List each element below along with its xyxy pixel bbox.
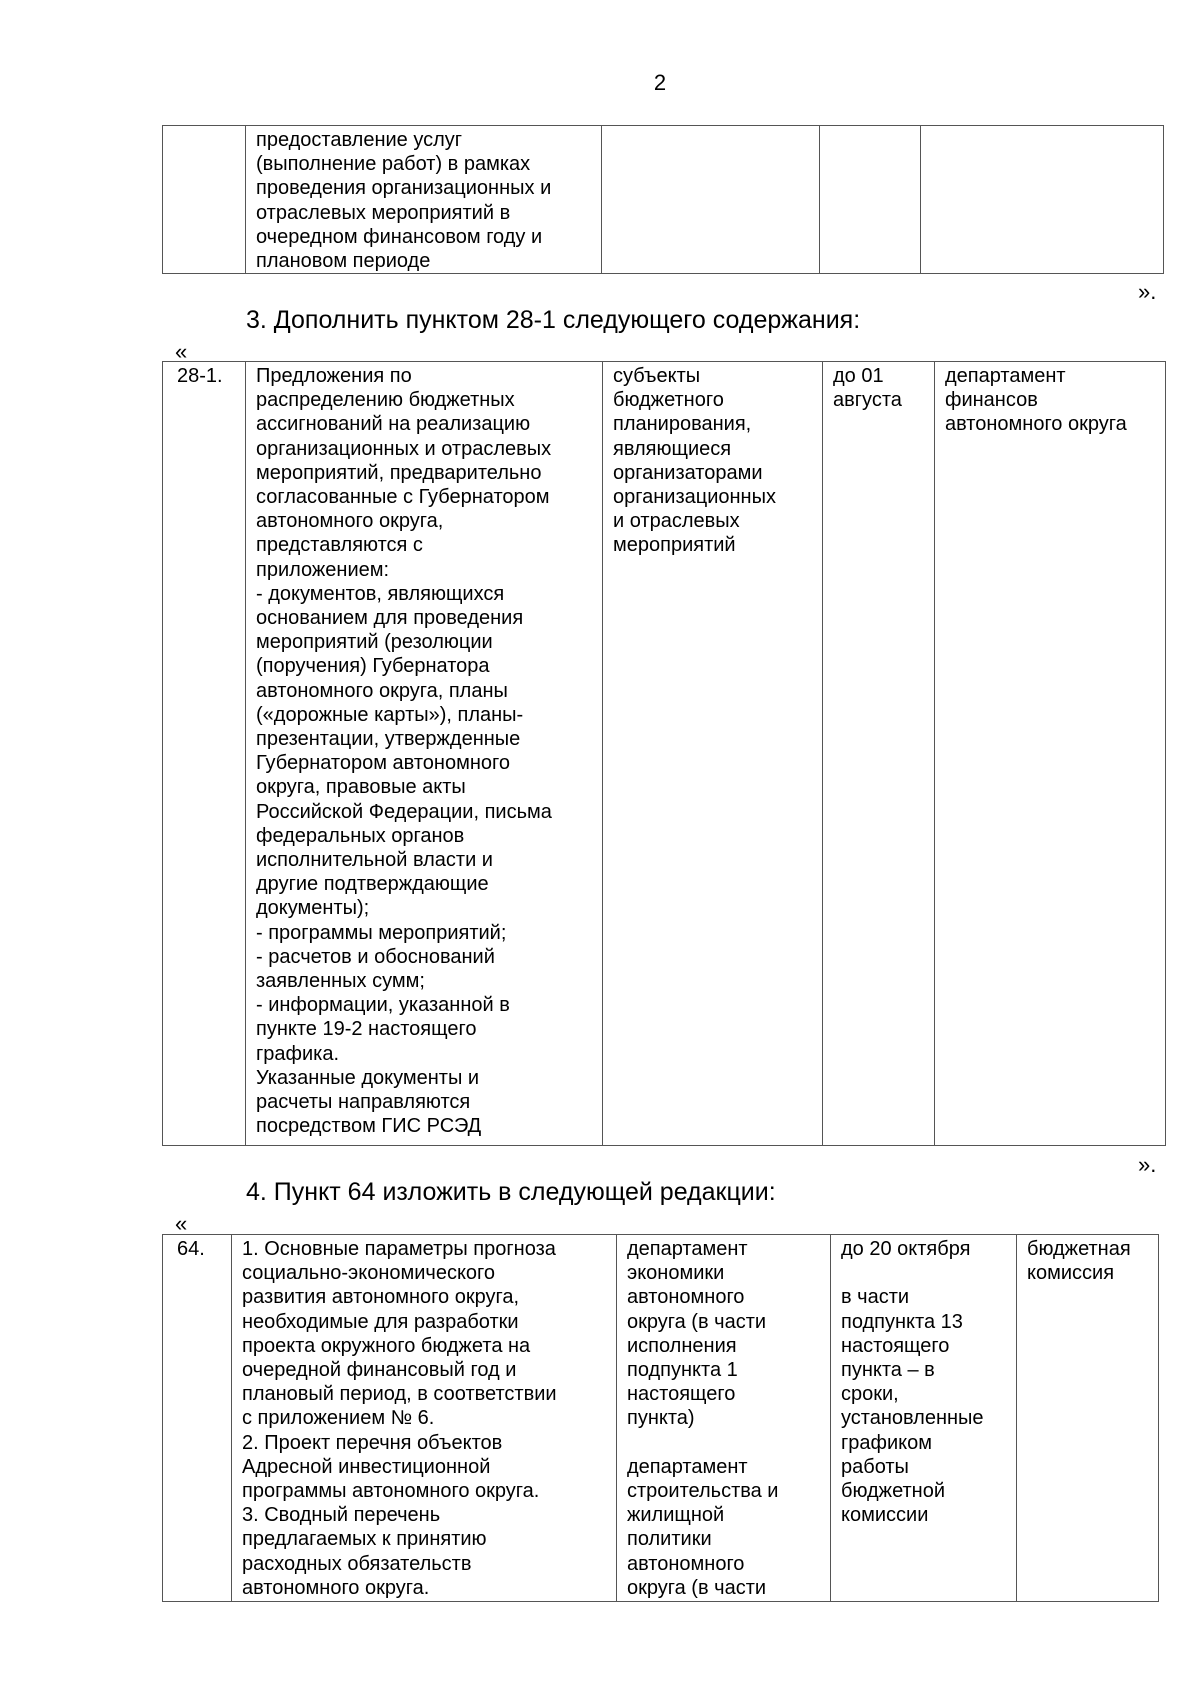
cell-number [163,126,246,274]
cell-recipient: бюджетная комиссия [1017,1235,1159,1602]
cell-content: предоставление услуг (выполнение работ) в рамках проведения организационных и отраслевых мероприятий в очередном финансовом году и плановом периоде [246,126,602,274]
cell-number: 64. [163,1235,232,1602]
table-row [163,362,1166,1146]
table-row [163,1235,1159,1602]
section-3-heading: 3. Дополнить пунктом 28-1 следующего содержания: [246,306,861,334]
cell-content: Предложения по распределению бюджетных ассигнований на реализацию организационных и отраслевых мероприятий, предварительно согласованные с Губернатором автономного округа, представляются с приложением: - документов, являющихся основанием для проведения мероприятий (резолюции (поручения) Губернатора автономного округа, планы («дорожные карты»), планы- презентации, утвержденные Губернатором автономного округа, правовые акты Российской Федерации, письма федеральных органов исполнительной власти и другие подтверждающие документы); - программы мероприятий; - расчетов и обоснований заявленных сумм; - информации, указанной в пункте 19-2 настоящего графика. Указанные документы и расчеты направляются посредством ГИС РСЭД [246,362,603,1146]
table-item-28-1 [162,361,1166,1146]
table-item-64 [162,1234,1159,1602]
cell-deadline [820,126,921,274]
cell-deadline: до 01 августа [823,362,935,1146]
page-number: 2 [653,70,667,95]
cell-deadline: до 20 октября в части подпункта 13 настоящего пункта – в сроки, установленные графиком работы бюджетной комиссии [831,1235,1017,1602]
open-quote: « [175,1211,188,1236]
cell-recipient: департамент финансов автономного округа [935,362,1166,1146]
cell-recipient [921,126,1164,274]
section-4-heading: 4. Пункт 64 изложить в следующей редакции: [246,1178,776,1206]
cell-responsible [602,126,820,274]
close-quote: ». [1138,1152,1157,1177]
open-quote: « [175,339,188,364]
cell-number: 28-1. [163,362,246,1146]
cell-responsible: субъекты бюджетного планирования, являющиеся организаторами организационных и отраслевых мероприятий [603,362,823,1146]
table-continuation [162,125,1164,274]
table-row [163,126,1164,274]
close-quote: ». [1138,279,1157,304]
cell-content: 1. Основные параметры прогноза социально-экономического развития автономного округа, необходимые для разработки проекта окружного бюджета на очередной финансовый год и плановый период, в соответствии с приложением № 6. 2. Проект перечня объектов Адресной инвестиционной программы автономного округа. 3. Сводный перечень предлагаемых к принятию расходных обязательств автономного округа. [232,1235,617,1602]
cell-responsible: департамент экономики автономного округа (в части исполнения подпункта 1 настоящего пункта) департамент строительства и жилищной политики автономного округа (в части [617,1235,831,1602]
